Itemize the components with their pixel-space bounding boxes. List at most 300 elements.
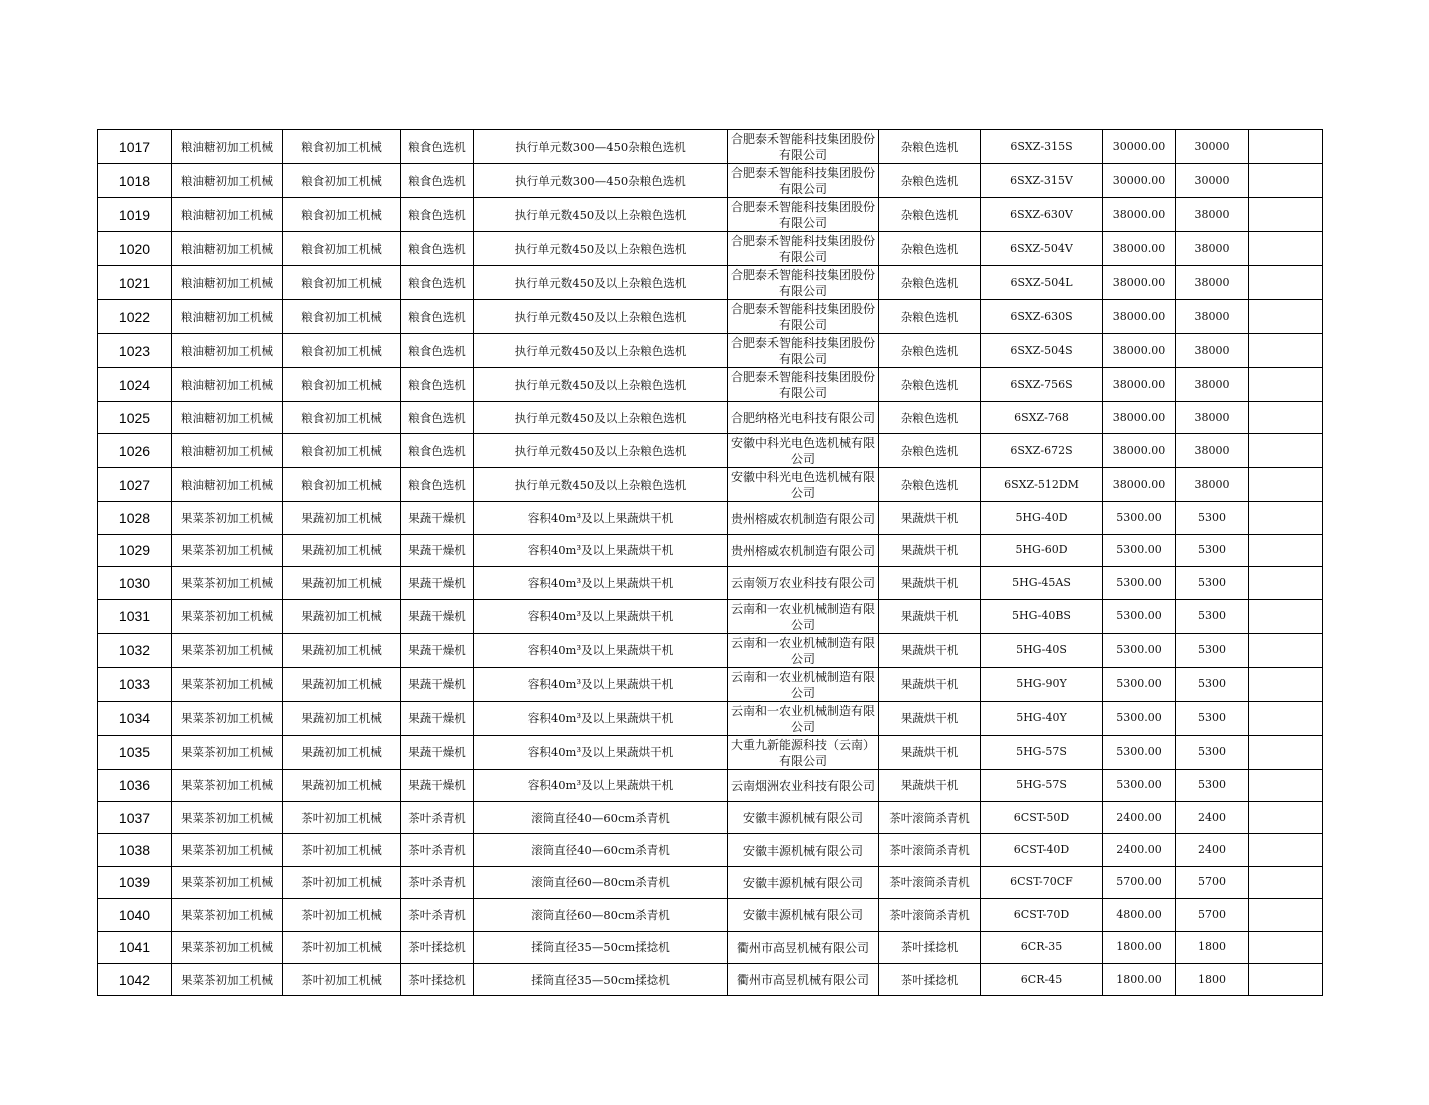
row-number-cell: 1042 bbox=[98, 963, 172, 995]
price-cell: 5300.00 bbox=[1103, 667, 1176, 701]
subsidy-cell: 5300 bbox=[1176, 633, 1249, 667]
grade-spec-cell: 执行单元数450及以上杂粮色选机 bbox=[474, 198, 728, 232]
row-number-cell: 1021 bbox=[98, 266, 172, 300]
product-name-cell: 杂粮色选机 bbox=[879, 164, 981, 198]
price-cell: 5300.00 bbox=[1103, 502, 1176, 534]
row-number-cell: 1030 bbox=[98, 567, 172, 599]
manufacturer-cell bbox=[728, 899, 879, 931]
subsidy-cell: 5300 bbox=[1176, 567, 1249, 599]
row-number-cell: 1017 bbox=[98, 130, 172, 164]
grade-spec-cell: 执行单元数450及以上杂粮色选机 bbox=[474, 434, 728, 468]
item-class-cell: 粮食色选机 bbox=[401, 232, 474, 266]
row-number-cell: 1024 bbox=[98, 368, 172, 402]
subcategory-cell: 果蔬初加工机械 bbox=[283, 735, 401, 769]
manufacturer-cell bbox=[728, 701, 879, 735]
item-class-cell: 果蔬干燥机 bbox=[401, 567, 474, 599]
table-row bbox=[98, 963, 1323, 995]
item-class-cell: 果蔬干燥机 bbox=[401, 599, 474, 633]
note-cell bbox=[1249, 567, 1323, 599]
subsidy-cell: 30000 bbox=[1176, 164, 1249, 198]
category-cell: 粮油糖初加工机械 bbox=[172, 266, 283, 300]
subcategory-cell: 粮食初加工机械 bbox=[283, 468, 401, 502]
price-cell: 30000.00 bbox=[1103, 130, 1176, 164]
table-row bbox=[98, 164, 1323, 198]
model-cell: 6SXZ-630V bbox=[981, 198, 1103, 232]
subcategory-cell: 茶叶初加工机械 bbox=[283, 899, 401, 931]
subcategory-cell: 粮食初加工机械 bbox=[283, 198, 401, 232]
subcategory-cell: 果蔬初加工机械 bbox=[283, 534, 401, 566]
subcategory-cell: 茶叶初加工机械 bbox=[283, 963, 401, 995]
subcategory-cell: 果蔬初加工机械 bbox=[283, 502, 401, 534]
model-cell: 6SXZ-504V bbox=[981, 232, 1103, 266]
note-cell bbox=[1249, 130, 1323, 164]
category-cell: 粮油糖初加工机械 bbox=[172, 402, 283, 434]
table-row bbox=[98, 931, 1323, 963]
manufacturer-text: 云南和一农业机械制造有限公司 bbox=[730, 703, 875, 734]
table-row bbox=[98, 402, 1323, 434]
subsidy-cell: 5300 bbox=[1176, 701, 1249, 735]
note-cell bbox=[1249, 899, 1323, 931]
item-class-cell: 粮食色选机 bbox=[401, 198, 474, 232]
subcategory-cell: 粮食初加工机械 bbox=[283, 300, 401, 334]
subsidy-cell: 2400 bbox=[1176, 834, 1249, 866]
item-class-cell: 茶叶杀青机 bbox=[401, 866, 474, 898]
price-cell: 5300.00 bbox=[1103, 633, 1176, 667]
subcategory-cell: 茶叶初加工机械 bbox=[283, 931, 401, 963]
manufacturer-text: 合肥泰禾智能科技集团股份有限公司 bbox=[730, 302, 875, 332]
category-cell: 粮油糖初加工机械 bbox=[172, 198, 283, 232]
product-name-cell: 果蔬烘干机 bbox=[879, 667, 981, 701]
item-class-cell: 果蔬干燥机 bbox=[401, 502, 474, 534]
subcategory-cell: 果蔬初加工机械 bbox=[283, 769, 401, 801]
price-cell: 38000.00 bbox=[1103, 434, 1176, 468]
price-cell: 4800.00 bbox=[1103, 899, 1176, 931]
model-cell: 6SXZ-630S bbox=[981, 300, 1103, 334]
row-number-cell: 1020 bbox=[98, 232, 172, 266]
model-cell: 6SXZ-315V bbox=[981, 164, 1103, 198]
grade-spec-cell: 容积40m³及以上果蔬烘干机 bbox=[474, 735, 728, 769]
table-row bbox=[98, 434, 1323, 468]
product-name-cell: 果蔬烘干机 bbox=[879, 769, 981, 801]
category-cell: 果菜茶初加工机械 bbox=[172, 502, 283, 534]
category-cell: 果菜茶初加工机械 bbox=[172, 667, 283, 701]
row-number-cell: 1022 bbox=[98, 300, 172, 334]
model-cell: 6SXZ-504L bbox=[981, 266, 1103, 300]
model-cell: 6CST-50D bbox=[981, 801, 1103, 833]
product-name-cell: 果蔬烘干机 bbox=[879, 599, 981, 633]
price-cell: 5300.00 bbox=[1103, 534, 1176, 566]
table-row bbox=[98, 633, 1323, 667]
product-name-cell: 杂粮色选机 bbox=[879, 198, 981, 232]
manufacturer-text: 合肥泰禾智能科技集团股份有限公司 bbox=[730, 166, 875, 196]
category-cell: 果菜茶初加工机械 bbox=[172, 801, 283, 833]
price-cell: 1800.00 bbox=[1103, 931, 1176, 963]
item-class-cell: 果蔬干燥机 bbox=[401, 667, 474, 701]
grade-spec-cell: 执行单元数300—450杂粮色选机 bbox=[474, 164, 728, 198]
row-number-cell: 1019 bbox=[98, 198, 172, 232]
grade-spec-cell: 容积40m³及以上果蔬烘干机 bbox=[474, 667, 728, 701]
table-row bbox=[98, 667, 1323, 701]
product-name-cell: 杂粮色选机 bbox=[879, 434, 981, 468]
manufacturer-text: 合肥泰禾智能科技集团股份有限公司 bbox=[730, 234, 875, 264]
product-name-cell: 茶叶滚筒杀青机 bbox=[879, 866, 981, 898]
product-name-cell: 果蔬烘干机 bbox=[879, 534, 981, 566]
item-class-cell: 粮食色选机 bbox=[401, 300, 474, 334]
subcategory-cell: 粮食初加工机械 bbox=[283, 266, 401, 300]
price-cell: 38000.00 bbox=[1103, 334, 1176, 368]
table-row bbox=[98, 502, 1323, 534]
note-cell bbox=[1249, 198, 1323, 232]
manufacturer-text: 云南和一农业机械制造有限公司 bbox=[730, 669, 875, 700]
category-cell: 果菜茶初加工机械 bbox=[172, 931, 283, 963]
manufacturer-text: 合肥泰禾智能科技集团股份有限公司 bbox=[730, 336, 875, 366]
row-number-cell: 1036 bbox=[98, 769, 172, 801]
row-number-cell: 1031 bbox=[98, 599, 172, 633]
category-cell: 粮油糖初加工机械 bbox=[172, 334, 283, 368]
item-class-cell: 粮食色选机 bbox=[401, 266, 474, 300]
subcategory-cell: 粮食初加工机械 bbox=[283, 164, 401, 198]
grade-spec-cell: 滚筒直径60—80cm杀青机 bbox=[474, 899, 728, 931]
note-cell bbox=[1249, 266, 1323, 300]
item-class-cell: 茶叶杀青机 bbox=[401, 899, 474, 931]
model-cell: 6CST-70CF bbox=[981, 866, 1103, 898]
price-cell: 5300.00 bbox=[1103, 769, 1176, 801]
table-row bbox=[98, 130, 1323, 164]
manufacturer-text: 合肥泰禾智能科技集团股份有限公司 bbox=[730, 268, 875, 298]
subsidy-cell: 38000 bbox=[1176, 266, 1249, 300]
table-row bbox=[98, 300, 1323, 334]
subsidy-cell: 5700 bbox=[1176, 899, 1249, 931]
product-name-cell: 杂粮色选机 bbox=[879, 266, 981, 300]
product-name-cell: 茶叶滚筒杀青机 bbox=[879, 899, 981, 931]
model-cell: 5HG-57S bbox=[981, 769, 1103, 801]
note-cell bbox=[1249, 667, 1323, 701]
model-cell: 5HG-90Y bbox=[981, 667, 1103, 701]
note-cell bbox=[1249, 534, 1323, 566]
subcategory-cell: 粮食初加工机械 bbox=[283, 434, 401, 468]
row-number-cell: 1018 bbox=[98, 164, 172, 198]
note-cell bbox=[1249, 300, 1323, 334]
note-cell bbox=[1249, 368, 1323, 402]
category-cell: 果菜茶初加工机械 bbox=[172, 963, 283, 995]
grade-spec-cell: 滚筒直径40—60cm杀青机 bbox=[474, 801, 728, 833]
table-row bbox=[98, 801, 1323, 833]
row-number-cell: 1035 bbox=[98, 735, 172, 769]
price-cell: 1800.00 bbox=[1103, 963, 1176, 995]
item-class-cell: 果蔬干燥机 bbox=[401, 735, 474, 769]
item-class-cell: 粮食色选机 bbox=[401, 130, 474, 164]
grade-spec-cell: 执行单元数450及以上杂粮色选机 bbox=[474, 368, 728, 402]
product-name-cell: 果蔬烘干机 bbox=[879, 567, 981, 599]
price-cell: 5300.00 bbox=[1103, 599, 1176, 633]
item-class-cell: 粮食色选机 bbox=[401, 468, 474, 502]
model-cell: 6CST-70D bbox=[981, 899, 1103, 931]
category-cell: 果菜茶初加工机械 bbox=[172, 899, 283, 931]
category-cell: 粮油糖初加工机械 bbox=[172, 300, 283, 334]
table-row bbox=[98, 866, 1323, 898]
manufacturer-text: 贵州榕威农机制造有限公司 bbox=[730, 511, 875, 526]
product-name-cell: 杂粮色选机 bbox=[879, 300, 981, 334]
note-cell bbox=[1249, 801, 1323, 833]
category-cell: 粮油糖初加工机械 bbox=[172, 164, 283, 198]
manufacturer-text: 安徽中科光电色选机械有限公司 bbox=[730, 470, 875, 501]
manufacturer-cell bbox=[728, 468, 879, 502]
product-name-cell: 果蔬烘干机 bbox=[879, 701, 981, 735]
category-cell: 果菜茶初加工机械 bbox=[172, 701, 283, 735]
manufacturer-text: 安徽丰源机械有限公司 bbox=[742, 875, 863, 890]
table-row bbox=[98, 567, 1323, 599]
category-cell: 果菜茶初加工机械 bbox=[172, 866, 283, 898]
subsidy-cell: 38000 bbox=[1176, 402, 1249, 434]
item-class-cell: 果蔬干燥机 bbox=[401, 769, 474, 801]
note-cell bbox=[1249, 769, 1323, 801]
product-name-cell: 果蔬烘干机 bbox=[879, 502, 981, 534]
row-number-cell: 1027 bbox=[98, 468, 172, 502]
grade-spec-cell: 容积40m³及以上果蔬烘干机 bbox=[474, 599, 728, 633]
product-name-cell: 杂粮色选机 bbox=[879, 334, 981, 368]
model-cell: 5HG-40S bbox=[981, 633, 1103, 667]
manufacturer-text: 合肥泰禾智能科技集团股份有限公司 bbox=[730, 132, 875, 162]
manufacturer-cell bbox=[728, 735, 879, 769]
price-cell: 5300.00 bbox=[1103, 735, 1176, 769]
subsidy-cell: 38000 bbox=[1176, 300, 1249, 334]
manufacturer-cell bbox=[728, 266, 879, 300]
manufacturer-text: 安徽中科光电色选机械有限公司 bbox=[730, 436, 875, 467]
row-number-cell: 1040 bbox=[98, 899, 172, 931]
grade-spec-cell: 执行单元数450及以上杂粮色选机 bbox=[474, 300, 728, 334]
subcategory-cell: 粮食初加工机械 bbox=[283, 232, 401, 266]
item-class-cell: 粮食色选机 bbox=[401, 368, 474, 402]
subsidy-cell: 38000 bbox=[1176, 334, 1249, 368]
category-cell: 粮油糖初加工机械 bbox=[172, 130, 283, 164]
manufacturer-text: 合肥纳格光电科技有限公司 bbox=[730, 411, 875, 426]
grade-spec-cell: 容积40m³及以上果蔬烘干机 bbox=[474, 633, 728, 667]
subsidy-cell: 1800 bbox=[1176, 963, 1249, 995]
note-cell bbox=[1249, 164, 1323, 198]
note-cell bbox=[1249, 402, 1323, 434]
product-name-cell: 果蔬烘干机 bbox=[879, 633, 981, 667]
note-cell bbox=[1249, 963, 1323, 995]
model-cell: 6SXZ-672S bbox=[981, 434, 1103, 468]
item-class-cell: 果蔬干燥机 bbox=[401, 701, 474, 735]
price-cell: 38000.00 bbox=[1103, 368, 1176, 402]
grade-spec-cell: 执行单元数450及以上杂粮色选机 bbox=[474, 334, 728, 368]
grade-spec-cell: 容积40m³及以上果蔬烘干机 bbox=[474, 502, 728, 534]
table-row bbox=[98, 198, 1323, 232]
model-cell: 6CST-40D bbox=[981, 834, 1103, 866]
note-cell bbox=[1249, 434, 1323, 468]
subcategory-cell: 果蔬初加工机械 bbox=[283, 599, 401, 633]
row-number-cell: 1041 bbox=[98, 931, 172, 963]
table-row bbox=[98, 534, 1323, 566]
subcategory-cell: 粮食初加工机械 bbox=[283, 368, 401, 402]
item-class-cell: 果蔬干燥机 bbox=[401, 633, 474, 667]
price-cell: 2400.00 bbox=[1103, 834, 1176, 866]
model-cell: 5HG-40D bbox=[981, 502, 1103, 534]
subcategory-cell: 果蔬初加工机械 bbox=[283, 633, 401, 667]
manufacturer-text: 云南和一农业机械制造有限公司 bbox=[730, 635, 875, 666]
subsidy-cell: 2400 bbox=[1176, 801, 1249, 833]
manufacturer-cell bbox=[728, 931, 879, 963]
model-cell: 5HG-40Y bbox=[981, 701, 1103, 735]
product-name-cell: 果蔬烘干机 bbox=[879, 735, 981, 769]
subsidy-cell: 38000 bbox=[1176, 434, 1249, 468]
manufacturer-cell bbox=[728, 130, 879, 164]
manufacturer-text: 云南和一农业机械制造有限公司 bbox=[730, 601, 875, 632]
manufacturer-cell bbox=[728, 633, 879, 667]
manufacturer-text: 贵州榕威农机制造有限公司 bbox=[730, 543, 875, 558]
manufacturer-cell bbox=[728, 834, 879, 866]
grade-spec-cell: 容积40m³及以上果蔬烘干机 bbox=[474, 534, 728, 566]
table-row bbox=[98, 769, 1323, 801]
manufacturer-cell bbox=[728, 368, 879, 402]
subcategory-cell: 粮食初加工机械 bbox=[283, 334, 401, 368]
category-cell: 果菜茶初加工机械 bbox=[172, 534, 283, 566]
category-cell: 粮油糖初加工机械 bbox=[172, 434, 283, 468]
price-cell: 38000.00 bbox=[1103, 300, 1176, 334]
note-cell bbox=[1249, 468, 1323, 502]
manufacturer-cell bbox=[728, 599, 879, 633]
product-name-cell: 杂粮色选机 bbox=[879, 468, 981, 502]
manufacturer-text: 衢州市高昱机械有限公司 bbox=[736, 940, 869, 955]
subsidy-cell: 38000 bbox=[1176, 232, 1249, 266]
row-number-cell: 1026 bbox=[98, 434, 172, 468]
manufacturer-text: 云南领万农业科技有限公司 bbox=[730, 576, 875, 591]
manufacturer-text: 安徽丰源机械有限公司 bbox=[742, 811, 863, 826]
price-cell: 2400.00 bbox=[1103, 801, 1176, 833]
grade-spec-cell: 执行单元数450及以上杂粮色选机 bbox=[474, 402, 728, 434]
manufacturer-cell bbox=[728, 334, 879, 368]
item-class-cell: 粮食色选机 bbox=[401, 402, 474, 434]
product-name-cell: 茶叶揉捻机 bbox=[879, 931, 981, 963]
manufacturer-cell bbox=[728, 866, 879, 898]
subcategory-cell: 粮食初加工机械 bbox=[283, 402, 401, 434]
price-cell: 38000.00 bbox=[1103, 468, 1176, 502]
price-cell: 5300.00 bbox=[1103, 567, 1176, 599]
note-cell bbox=[1249, 866, 1323, 898]
manufacturer-cell bbox=[728, 434, 879, 468]
item-class-cell: 粮食色选机 bbox=[401, 434, 474, 468]
subsidy-cell: 1800 bbox=[1176, 931, 1249, 963]
grade-spec-cell: 容积40m³及以上果蔬烘干机 bbox=[474, 701, 728, 735]
table-row bbox=[98, 834, 1323, 866]
category-cell: 果菜茶初加工机械 bbox=[172, 769, 283, 801]
note-cell bbox=[1249, 599, 1323, 633]
price-cell: 5700.00 bbox=[1103, 866, 1176, 898]
category-cell: 粮油糖初加工机械 bbox=[172, 468, 283, 502]
manufacturer-cell bbox=[728, 963, 879, 995]
subsidy-table bbox=[97, 129, 1323, 996]
item-class-cell: 粮食色选机 bbox=[401, 164, 474, 198]
note-cell bbox=[1249, 232, 1323, 266]
model-cell: 5HG-57S bbox=[981, 735, 1103, 769]
grade-spec-cell: 执行单元数450及以上杂粮色选机 bbox=[474, 232, 728, 266]
price-cell: 38000.00 bbox=[1103, 232, 1176, 266]
subcategory-cell: 茶叶初加工机械 bbox=[283, 866, 401, 898]
grade-spec-cell: 滚筒直径40—60cm杀青机 bbox=[474, 834, 728, 866]
manufacturer-cell bbox=[728, 667, 879, 701]
manufacturer-text: 合肥泰禾智能科技集团股份有限公司 bbox=[730, 370, 875, 400]
grade-spec-cell: 滚筒直径60—80cm杀青机 bbox=[474, 866, 728, 898]
row-number-cell: 1039 bbox=[98, 866, 172, 898]
subcategory-cell: 果蔬初加工机械 bbox=[283, 567, 401, 599]
manufacturer-text: 安徽丰源机械有限公司 bbox=[742, 843, 863, 858]
subsidy-cell: 5300 bbox=[1176, 667, 1249, 701]
model-cell: 6SXZ-504S bbox=[981, 334, 1103, 368]
row-number-cell: 1028 bbox=[98, 502, 172, 534]
subcategory-cell: 果蔬初加工机械 bbox=[283, 667, 401, 701]
subsidy-cell: 5300 bbox=[1176, 534, 1249, 566]
manufacturer-text: 云南烟洲农业科技有限公司 bbox=[730, 778, 875, 793]
product-name-cell: 茶叶滚筒杀青机 bbox=[879, 834, 981, 866]
model-cell: 5HG-45AS bbox=[981, 567, 1103, 599]
category-cell: 果菜茶初加工机械 bbox=[172, 633, 283, 667]
category-cell: 果菜茶初加工机械 bbox=[172, 599, 283, 633]
grade-spec-cell: 执行单元数300—450杂粮色选机 bbox=[474, 130, 728, 164]
model-cell: 6CR-35 bbox=[981, 931, 1103, 963]
grade-spec-cell: 揉筒直径35—50cm揉捻机 bbox=[474, 963, 728, 995]
subsidy-cell: 30000 bbox=[1176, 130, 1249, 164]
note-cell bbox=[1249, 931, 1323, 963]
category-cell: 果菜茶初加工机械 bbox=[172, 834, 283, 866]
subsidy-cell: 5300 bbox=[1176, 599, 1249, 633]
row-number-cell: 1032 bbox=[98, 633, 172, 667]
grade-spec-cell: 执行单元数450及以上杂粮色选机 bbox=[474, 468, 728, 502]
note-cell bbox=[1249, 701, 1323, 735]
manufacturer-cell bbox=[728, 567, 879, 599]
table-row bbox=[98, 468, 1323, 502]
product-name-cell: 杂粮色选机 bbox=[879, 130, 981, 164]
item-class-cell: 茶叶揉捻机 bbox=[401, 963, 474, 995]
product-name-cell: 杂粮色选机 bbox=[879, 402, 981, 434]
subsidy-cell: 5700 bbox=[1176, 866, 1249, 898]
grade-spec-cell: 容积40m³及以上果蔬烘干机 bbox=[474, 567, 728, 599]
model-cell: 6SXZ-768 bbox=[981, 402, 1103, 434]
product-name-cell: 杂粮色选机 bbox=[879, 368, 981, 402]
model-cell: 6SXZ-756S bbox=[981, 368, 1103, 402]
grade-spec-cell: 执行单元数450及以上杂粮色选机 bbox=[474, 266, 728, 300]
item-class-cell: 茶叶揉捻机 bbox=[401, 931, 474, 963]
item-class-cell: 茶叶杀青机 bbox=[401, 834, 474, 866]
note-cell bbox=[1249, 735, 1323, 769]
category-cell: 果菜茶初加工机械 bbox=[172, 735, 283, 769]
manufacturer-cell bbox=[728, 402, 879, 434]
note-cell bbox=[1249, 633, 1323, 667]
grade-spec-cell: 揉筒直径35—50cm揉捻机 bbox=[474, 931, 728, 963]
row-number-cell: 1034 bbox=[98, 701, 172, 735]
subsidy-cell: 38000 bbox=[1176, 198, 1249, 232]
row-number-cell: 1037 bbox=[98, 801, 172, 833]
manufacturer-text: 安徽丰源机械有限公司 bbox=[742, 908, 863, 923]
row-number-cell: 1033 bbox=[98, 667, 172, 701]
subsidy-cell: 38000 bbox=[1176, 468, 1249, 502]
manufacturer-text: 大重九新能源科技（云南）有限公司 bbox=[730, 737, 875, 768]
row-number-cell: 1025 bbox=[98, 402, 172, 434]
price-cell: 38000.00 bbox=[1103, 402, 1176, 434]
grade-spec-cell: 容积40m³及以上果蔬烘干机 bbox=[474, 769, 728, 801]
table-row bbox=[98, 232, 1323, 266]
model-cell: 5HG-60D bbox=[981, 534, 1103, 566]
product-name-cell: 杂粮色选机 bbox=[879, 232, 981, 266]
table-row bbox=[98, 899, 1323, 931]
manufacturer-text: 合肥泰禾智能科技集团股份有限公司 bbox=[730, 200, 875, 230]
manufacturer-cell bbox=[728, 164, 879, 198]
table-row bbox=[98, 735, 1323, 769]
subsidy-cell: 38000 bbox=[1176, 368, 1249, 402]
note-cell bbox=[1249, 334, 1323, 368]
subcategory-cell: 茶叶初加工机械 bbox=[283, 834, 401, 866]
row-number-cell: 1029 bbox=[98, 534, 172, 566]
